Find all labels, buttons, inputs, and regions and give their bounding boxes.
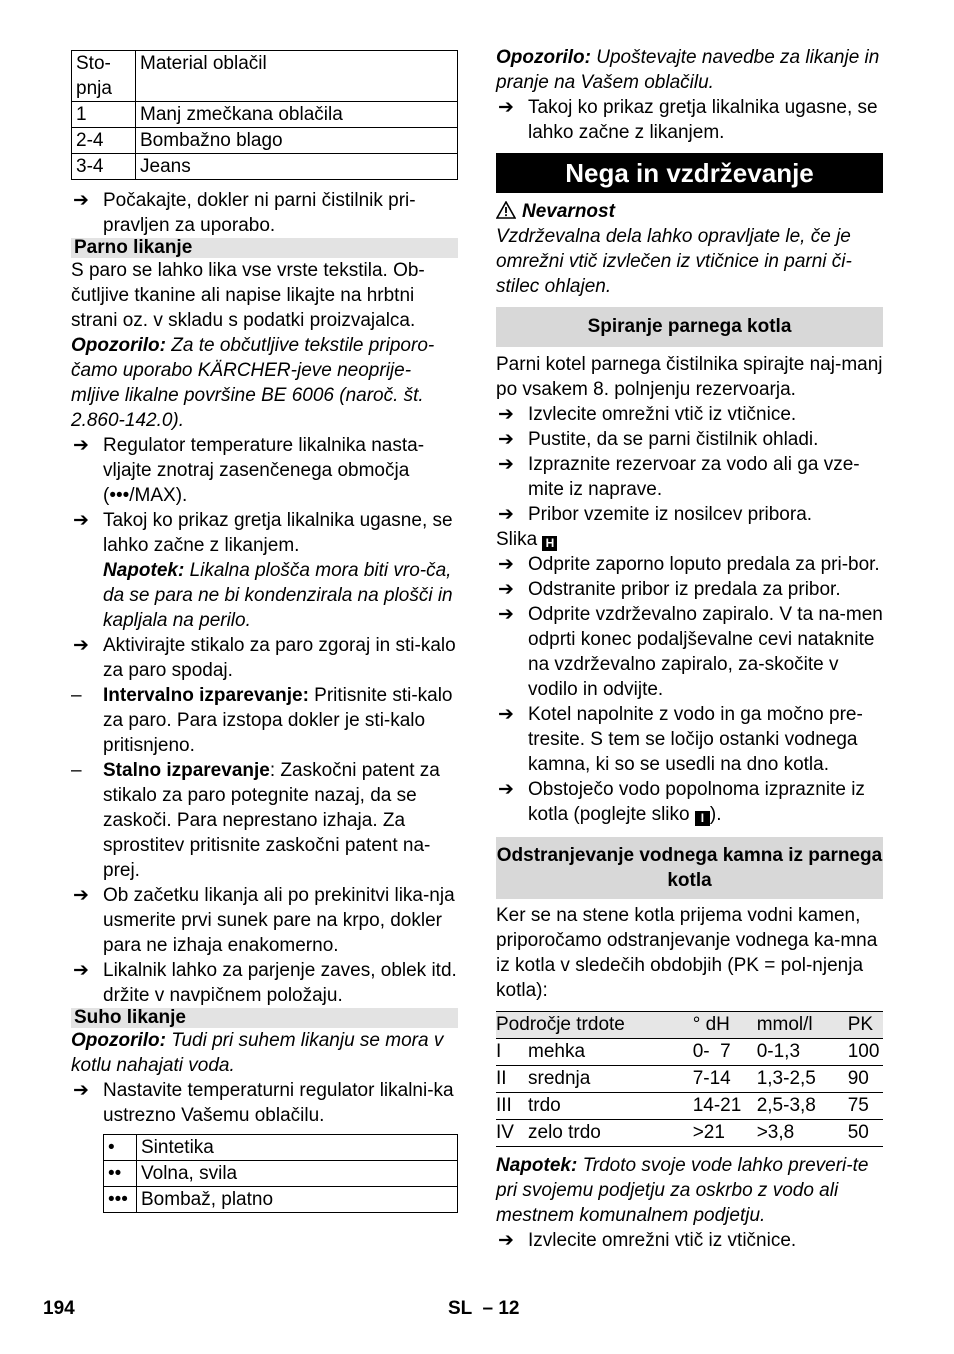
section-heading: Spiranje parnega kotla [496,307,883,347]
table-row [496,1093,883,1120]
list-item [496,702,883,777]
list-item [496,502,883,527]
arrow-right-icon: ➔ [498,504,514,525]
right-column [496,45,883,1253]
note-label: Opozorilo: [71,1030,166,1051]
list-item-text: Odstranite pribor iz predala za pribor. [528,579,841,600]
table-cell: 90 [848,1066,883,1093]
table-cell: trdo [528,1093,693,1120]
arrow-right-icon: ➔ [73,510,89,531]
figure-reference [496,527,883,552]
table-cell: zelo trdo [528,1120,693,1147]
arrow-right-icon: ➔ [498,429,514,450]
list-item [496,95,883,145]
list-item [71,758,458,883]
fabric-table [103,1134,458,1213]
dash-icon: – [71,760,82,781]
note-label: Napotek: [496,1155,578,1176]
list-item [71,683,458,758]
list-item [71,1078,458,1128]
table-cell: I [496,1039,528,1066]
table-row [72,128,458,154]
table-cell: 1,3-2,5 [757,1066,848,1093]
list-item-text: Kotel napolnite z vodo in ga močno pre-tresite. S tem se ločijo ostanki vodnega kamna, ki so se usedli na dno kotla. [528,704,863,775]
danger-text: Vzdrževalna dela lahko opravljate le, če je omrežni vtič izvlečen iz vtičnice in parni či-stilec ohlajen. [496,226,852,297]
list-item-text: Takoj ko prikaz gretja likalnika ugasne, se lahko začne z likanjem. [103,510,453,556]
hardness-table [496,1011,883,1147]
table-cell: 75 [848,1093,883,1120]
table-cell: 3-4 [72,154,136,180]
table-row [496,1039,883,1066]
page-number: 194 [43,1298,75,1319]
table-row [72,154,458,180]
stage-table [71,50,458,180]
table-header-cell: ° dH [693,1012,757,1039]
list-item [71,958,458,1008]
page-title: Nega in vzdrževanje [496,153,883,193]
paragraph: Ker se na stene kotla prijema vodni kamen, priporočamo odstranjevanje vodnega ka-mna iz kotla v sledečih obdobjih (PK = pol-njenja kotla): [496,905,878,1001]
arrow-right-icon: ➔ [73,435,89,456]
list-item-text-end: ). [709,804,722,825]
note [71,1028,458,1078]
section-heading: Parno likanje [71,238,458,258]
list-item-text: Obstoječo vodo popolnoma izpraznite iz kotla (poglejte sliko [528,779,865,825]
list-item [71,883,458,958]
figure-h-icon: H [542,536,557,551]
arrow-right-icon: ➔ [73,960,89,981]
left-column [71,50,458,1213]
list-item-text: Izvlecite omrežni vtič iz vtičnice. [528,404,797,425]
figure-i-icon: I [695,811,710,826]
list-item [71,508,458,633]
table-row [496,1120,883,1147]
table-cell: 7-14 [693,1066,757,1093]
list-item-text: Takoj ko prikaz gretja likalnika ugasne, se lahko začne z likanjem. [528,97,878,143]
table-cell: mehka [528,1039,693,1066]
list-item-label: Intervalno izparevanje: [103,685,309,706]
note [71,333,458,433]
section-heading: Suho likanje [71,1008,458,1028]
table-cell: III [496,1093,528,1120]
table-cell: ••• [104,1187,137,1213]
table-header-row [496,1012,883,1039]
note [496,1153,883,1228]
table-cell: IV [496,1120,528,1147]
table-header-cell: Področje trdote [496,1012,693,1039]
arrow-right-icon: ➔ [498,404,514,425]
table-header-cell: Sto- pnja [72,51,136,102]
warning-triangle-icon [496,201,516,219]
arrow-right-icon: ➔ [73,1080,89,1101]
note-label: Opozorilo: [496,47,591,68]
arrow-right-icon: ➔ [498,454,514,475]
paragraph: Parni kotel parnega čistilnika spirajte naj-manj po vsakem 8. polnjenju rezervoarja. [496,354,883,400]
arrow-right-icon: ➔ [498,554,514,575]
table-row [72,102,458,128]
arrow-right-icon: ➔ [498,1230,514,1251]
note-text: Upoštevajte navedbe za likanje in pranje na Vašem oblačilu. [496,47,880,93]
table-cell: 2,5-3,8 [757,1093,848,1120]
list-item [496,402,883,427]
table-row [104,1161,458,1187]
arrow-right-icon: ➔ [498,604,514,625]
arrow-right-icon: ➔ [498,779,514,800]
table-row [104,1135,458,1161]
section-heading: Odstranjevanje vodnega kamna iz parnega kotla [496,837,883,899]
dash-icon: – [71,685,82,706]
list-item-text: Počakajte, dokler ni parni čistilnik pri-pravljen za uporabo. [103,190,416,236]
list-item-text: Pribor vzemite iz nosilcev pribora. [528,504,813,525]
arrow-right-icon: ➔ [73,635,89,656]
note-text: Trdoto svoje vode lahko preveri-te pri svojemu podjetju za oskrbo z vodo ali mestnem komunalnem podjetju. [496,1155,869,1226]
danger-label: Nevarnost [522,201,615,222]
table-row [72,51,458,102]
list-item [496,577,883,602]
table-cell: 100 [848,1039,883,1066]
table-cell: 0- 7 [693,1039,757,1066]
paragraph: S paro se lahko lika vse vrste tekstila. Ob-čutljive tkanine ali napise likajte na hrbtni strani oz. v skladu s podatki proizvajalca. [71,260,425,331]
section-marker: SL – 12 [448,1298,520,1319]
list-item-text: Regulator temperature likalnika nasta-vljajte znotraj zasenčenega območja (•••/MAX). [103,435,425,506]
list-item-text: Odprite vzdrževalno zapiralo. V ta na-men odprti konec podaljševalne cevi nataknite na vzdrževalno zapiralo, za-skočite v vodilo in odvijte. [528,604,883,700]
table-cell: 2-4 [72,128,136,154]
note [496,45,883,95]
table-cell: srednja [528,1066,693,1093]
arrow-right-icon: ➔ [498,704,514,725]
table-cell: II [496,1066,528,1093]
table-cell: •• [104,1161,137,1187]
list-item [496,602,883,702]
arrow-right-icon: ➔ [498,97,514,118]
table-cell: >21 [693,1120,757,1147]
list-item [496,1228,883,1253]
note-label: Napotek: [103,560,185,581]
list-item [71,433,458,508]
table-cell: >3,8 [757,1120,848,1147]
table-cell: Manj zmečkana oblačila [136,102,458,128]
list-item [496,777,883,827]
table-cell: • [104,1135,137,1161]
list-item [71,188,458,238]
list-item-text: Nastavite temperaturni regulator likalni-ka ustrezno Vašemu oblačilu. [103,1080,454,1126]
note-text: Tudi pri suhem likanju se mora v kotlu nahajati voda. [71,1030,444,1076]
table-cell: Sintetika [137,1135,458,1161]
table-cell: 1 [72,102,136,128]
list-item [496,552,883,577]
list-item [71,633,458,683]
arrow-right-icon: ➔ [73,885,89,906]
danger-heading [496,199,883,224]
list-item-text: Izvlecite omrežni vtič iz vtičnice. [528,1230,797,1251]
table-cell: Volna, svila [137,1161,458,1187]
table-cell: 14-21 [693,1093,757,1120]
list-item-text: Ob začetku likanja ali po prekinitvi lika-nja usmerite prvi sunek pare na krpo, dokler para ne izhaja enakomerno. [103,885,455,956]
arrow-right-icon: ➔ [498,579,514,600]
list-item [496,452,883,502]
list-item [496,427,883,452]
list-item-text: Izpraznite rezervoar za vodo ali ga vze-mite iz naprave. [528,454,860,500]
table-cell: Bombaž, platno [137,1187,458,1213]
list-item-text: Likalnik lahko za parjenje zaves, oblek itd. držite v navpičnem položaju. [103,960,457,1006]
list-item-text: Pritisnite sti-kalo za paro. Para izstopa dokler je sti-kalo pritisnjeno. [103,685,453,756]
figure-label: Slika [496,529,538,550]
table-header-cell: PK [848,1012,883,1039]
table-row [496,1066,883,1093]
arrow-right-icon: ➔ [73,190,89,211]
list-item-text: : Zaskočni patent za stikalo za paro potegnite nazaj, da se zaskoči. Para neprestano izhaja. Za sprostitev pritisnite zaskočni patent na-prej. [103,760,440,881]
table-header-cell: mmol/l [757,1012,848,1039]
list-item-text: Aktivirajte stikalo za paro zgoraj in sti-kalo za paro spodaj. [103,635,456,681]
table-cell: 0-1,3 [757,1039,848,1066]
note [103,558,458,633]
list-item-text: Pustite, da se parni čistilnik ohladi. [528,429,819,450]
table-row [104,1187,458,1213]
table-header-cell: Material oblačil [136,51,458,102]
list-item-label: Stalno izparevanje [103,760,270,781]
table-cell: Jeans [136,154,458,180]
table-cell: Bombažno blago [136,128,458,154]
table-cell: 50 [848,1120,883,1147]
note-text: Za te občutljive tekstile priporo-čamo uporabo KÄRCHER-jeve neoprije-mljive likalne površine BE 6006 (naroč. št. 2.860-142.0). [71,335,435,431]
note-label: Opozorilo: [71,335,166,356]
list-item-text: Odprite zaporno loputo predala za pri-bor. [528,554,880,575]
note-text: Likalna plošča mora biti vro-ča, da se para ne bi kondenzirala na plošči in kapljala na perilo. [103,560,453,631]
